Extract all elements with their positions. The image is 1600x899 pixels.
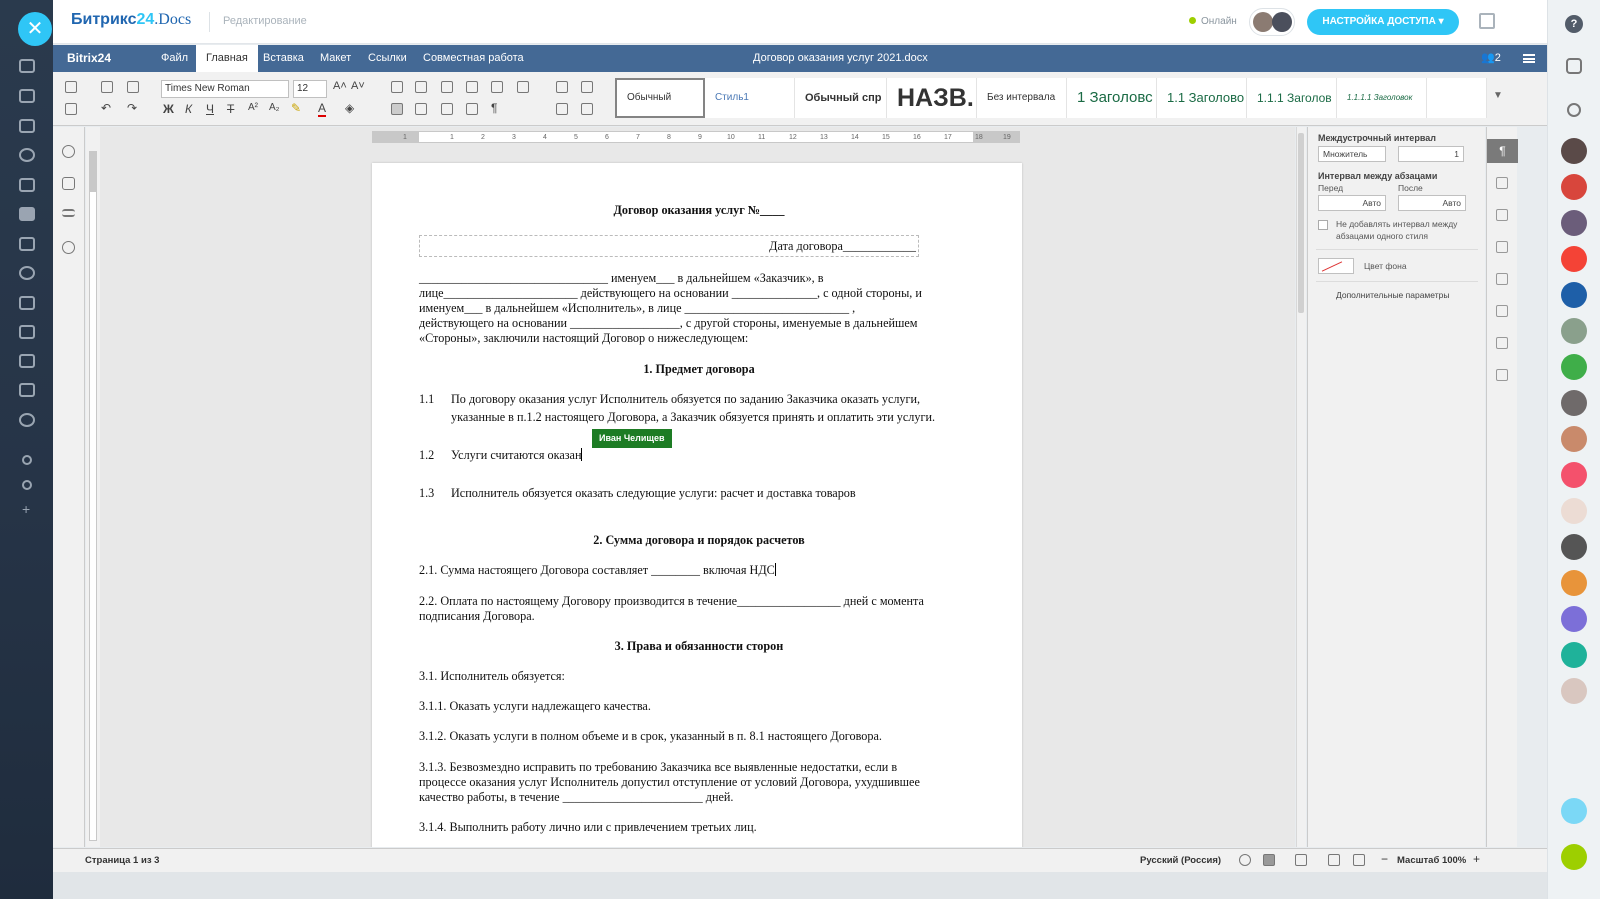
divider <box>209 12 210 32</box>
close-icon[interactable]: ✕ <box>18 12 52 46</box>
textart-settings-icon[interactable] <box>1496 337 1508 349</box>
mail-merge-icon[interactable] <box>1496 369 1508 381</box>
paragraph-settings-panel <box>1307 127 1485 847</box>
brand-suffix: .Docs <box>154 11 192 28</box>
intro-line: «Стороны», заключили настоящий Договор о нижеследующем: <box>419 331 749 345</box>
plus-icon[interactable]: + <box>22 501 31 517</box>
status-bar <box>53 848 1547 872</box>
document-canvas[interactable] <box>100 127 1295 847</box>
menu-home[interactable]: Главная <box>196 45 258 72</box>
line-spacing-icon[interactable] <box>517 81 529 93</box>
indent-icon[interactable] <box>491 81 503 93</box>
ruler-tick: 17 <box>944 134 952 141</box>
menu-insert[interactable]: Вставка <box>263 52 304 64</box>
ruler-tick: 7 <box>636 134 640 141</box>
online-status <box>1189 16 1237 27</box>
structure-icon[interactable] <box>22 455 32 465</box>
line-spacing-value-input[interactable]: 1 <box>1398 146 1464 162</box>
ruler-margin-left <box>373 132 419 142</box>
access-button-label: НАСТРОЙКА ДОСТУПА <box>1322 16 1436 27</box>
page-indicator[interactable]: Страница 1 из 3 <box>85 855 160 866</box>
fit-page-icon[interactable] <box>1328 854 1340 866</box>
ruler-tick: 13 <box>820 134 828 141</box>
background-color-picker[interactable] <box>1318 258 1354 274</box>
horizontal-ruler[interactable] <box>372 131 1020 143</box>
collaborator-cursor-label: Иван Челищев <box>592 429 672 448</box>
style-style1[interactable]: Стиль1 <box>705 78 795 118</box>
intro-line: именуем___ в дальнейшем «Исполнитель», в лице ___________________________ , <box>419 301 856 315</box>
search-icon[interactable] <box>1567 103 1581 117</box>
no-spacing-label: абзацами одного стиля <box>1336 231 1428 241</box>
no-spacing-label: Не добавлять интервал между <box>1336 219 1458 229</box>
save-icon[interactable] <box>65 103 77 115</box>
strikethrough-button[interactable]: Т <box>227 102 235 116</box>
clause-2-2: 2.2. Оплата по настоящему Договору производится в течение_________________ дней с момента <box>419 594 924 608</box>
intro-line: действующего на основании __________________, с другой стороны, именуемые в дальнейшем <box>419 316 918 330</box>
numbered-list-icon[interactable] <box>415 81 427 93</box>
editor-menubar <box>53 45 1547 72</box>
clause-3-1-4: 3.1.4. Выполнить работу лично или с привлечением третьих лиц. <box>419 820 757 834</box>
ruler-tick: 10 <box>727 134 735 141</box>
info-icon[interactable] <box>62 241 75 254</box>
date-text: Дата договора____________ <box>769 239 916 253</box>
line-spacing-type-select[interactable]: Множитель <box>1318 146 1386 162</box>
left-sidebar <box>0 0 53 899</box>
clause-2-1 <box>419 563 979 578</box>
chat-icon[interactable] <box>19 119 35 133</box>
align-center-icon[interactable] <box>415 103 427 115</box>
style-heading4[interactable]: 1.1.1.1 Заголовок <box>1337 78 1427 118</box>
editor-toolbar <box>53 72 1547 126</box>
zoom-out-icon[interactable]: − <box>1381 852 1389 866</box>
navigation-icon[interactable] <box>62 209 75 217</box>
brand-name: Битрикс <box>71 11 137 28</box>
no-spacing-checkbox[interactable] <box>1318 220 1328 230</box>
clause-3-1-3-cont: процессе оказания услуг Исполнитель допустил отступление от условий Договора, ухудшившее <box>419 775 920 789</box>
right-sidebar <box>1547 0 1600 899</box>
document-title-heading: Договор оказания услуг №____ <box>613 203 785 217</box>
clause-3-1-3: 3.1.3. Безвозмездно исправить по требованию Заказчика все выявленные недостатки, если в <box>419 760 898 774</box>
style-title[interactable]: НАЗВ. <box>887 78 977 118</box>
subscript-button[interactable]: A₂ <box>269 102 280 113</box>
documents-icon[interactable] <box>19 207 35 221</box>
ruler-tick: 12 <box>789 134 797 141</box>
hamburger-icon[interactable] <box>1523 54 1535 63</box>
brand-number: 24 <box>136 11 155 28</box>
menu-layout[interactable]: Макет <box>320 52 352 64</box>
avatar[interactable] <box>1561 570 1587 596</box>
undo-icon[interactable]: ↶ <box>101 101 112 115</box>
style-empty[interactable] <box>1427 78 1487 118</box>
avatar[interactable] <box>1561 390 1587 416</box>
chart-settings-icon[interactable] <box>1496 305 1508 317</box>
divider <box>1316 249 1478 250</box>
paste-icon[interactable] <box>127 81 139 93</box>
clause-line: указанные в п.1.2 настоящего Договора, а Заказчик обязуется принять и оплатить эти услуги. <box>451 410 936 424</box>
divider <box>1316 281 1478 282</box>
paragraph-spacing-heading: Интервал между абзацами <box>1318 171 1438 181</box>
ruler-tick: 5 <box>574 134 578 141</box>
avatar <box>1253 12 1273 32</box>
right-tools-panel <box>1486 127 1517 847</box>
multilevel-list-icon[interactable] <box>441 81 453 93</box>
background-color-label: Цвет фона <box>1364 261 1407 271</box>
style-normal[interactable]: Обычный <box>615 78 705 118</box>
feed-icon[interactable] <box>19 59 35 73</box>
access-settings-button[interactable] <box>1307 9 1459 35</box>
clause-line: Исполнитель обязуется оказать следующие услуги: расчет и доставка товаров <box>451 486 856 500</box>
ruler-tick: 2 <box>481 134 485 141</box>
print-icon[interactable] <box>65 81 77 93</box>
menu-file[interactable]: Файл <box>161 52 189 64</box>
intro-line: _______________________________ именуем___ в дальнейшем «Заказчик», в <box>419 271 824 285</box>
zoom-in-icon[interactable]: + <box>1473 852 1481 866</box>
group-icon[interactable] <box>19 148 35 162</box>
line-spacing-heading: Междустрочный интервал <box>1318 133 1436 143</box>
text-cursor <box>775 563 776 576</box>
chevron-down-icon: ▾ <box>1438 16 1444 27</box>
settings-icon[interactable] <box>22 480 32 490</box>
ruler-tick: 3 <box>512 134 516 141</box>
styles-gallery <box>615 78 1495 118</box>
bold-button[interactable]: Ж <box>163 102 174 116</box>
robot-icon[interactable] <box>19 296 35 310</box>
users-count: 2 <box>1494 52 1501 64</box>
clause-number: 1.1 <box>419 392 435 406</box>
decrease-font-icon[interactable]: A˅ <box>351 80 365 92</box>
copy-icon[interactable] <box>101 81 113 93</box>
top-header <box>53 0 1547 44</box>
clear-format-icon[interactable] <box>556 81 568 93</box>
avatar[interactable] <box>1561 498 1587 524</box>
spacing-before-input[interactable]: Авто <box>1318 195 1386 211</box>
collaborators-avatars[interactable] <box>1249 8 1295 36</box>
redo-icon[interactable]: ↷ <box>127 101 138 115</box>
mode-label: Редактирование <box>223 15 307 27</box>
ruler-tick: 9 <box>698 134 702 141</box>
ruler-tick: 1 <box>403 134 407 141</box>
ruler-tick: 11 <box>758 134 766 141</box>
shape-settings-icon[interactable] <box>1496 273 1508 285</box>
ruler-tick: 19 <box>1003 134 1011 141</box>
document-page[interactable] <box>372 163 1022 847</box>
image-settings-icon[interactable] <box>1496 209 1508 221</box>
screen-icon[interactable] <box>1561 642 1587 668</box>
avatar[interactable] <box>1561 318 1587 344</box>
clause-line: По договору оказания услуг Исполнитель обязуется по заданию Заказчика оказать услуги, <box>451 392 921 406</box>
ruler-tick: 15 <box>882 134 890 141</box>
avatar[interactable] <box>1561 174 1587 200</box>
clause-line <box>451 448 981 463</box>
underline-button[interactable]: Ч <box>206 102 214 116</box>
ruler-tick: 1 <box>450 134 454 141</box>
ruler-tick: 14 <box>851 134 859 141</box>
spellcheck-icon[interactable] <box>1263 854 1275 866</box>
avatar[interactable] <box>1561 534 1587 560</box>
brand-logo[interactable] <box>71 11 191 29</box>
style-heading3[interactable]: 1.1.1 Заголов <box>1247 78 1337 118</box>
spacing-after-input[interactable]: Авто <box>1398 195 1466 211</box>
italic-button[interactable]: К <box>185 102 193 116</box>
fit-width-icon[interactable] <box>1353 854 1365 866</box>
clause-number: 1.3 <box>419 486 435 500</box>
paragraph-marks-icon[interactable]: ¶ <box>491 101 498 115</box>
header-footer-icon[interactable] <box>1496 241 1508 253</box>
section-heading: 3. Права и обязанности сторон <box>614 639 784 653</box>
ruler-tick: 4 <box>543 134 547 141</box>
vertical-ruler-track <box>89 151 97 841</box>
menu-references[interactable]: Ссылки <box>368 52 407 64</box>
editor-left-panel <box>53 127 85 847</box>
chevron-down-icon[interactable]: ▼ <box>1493 90 1503 101</box>
ruler-tick: 8 <box>667 134 671 141</box>
section-heading: 2. Сумма договора и порядок расчетов <box>593 533 805 547</box>
superscript-button[interactable]: A² <box>248 102 258 113</box>
clause-3-1-1: 3.1.1. Оказать услуги надлежащего качества. <box>419 699 651 713</box>
calendar-icon[interactable] <box>19 237 35 251</box>
paragraph-settings-icon[interactable]: ¶ <box>1487 139 1518 163</box>
avatar[interactable] <box>1561 678 1587 704</box>
contacts-icon[interactable] <box>19 383 35 397</box>
after-label: После <box>1398 183 1423 193</box>
avatar[interactable] <box>1561 426 1587 452</box>
text-cursor <box>581 448 582 461</box>
zoom-level[interactable]: Масштаб 100% <box>1397 855 1467 866</box>
table-settings-icon[interactable] <box>1496 177 1508 189</box>
bottom-strip <box>53 872 1547 899</box>
style-heading2[interactable]: 1.1 Заголово <box>1157 78 1247 118</box>
store-icon[interactable] <box>19 354 35 368</box>
track-changes-icon[interactable] <box>1295 854 1307 866</box>
clause-3-1-2: 3.1.2. Оказать услуги в полном объеме и в срок, указанный в п. 8.1 настоящего Договора. <box>419 729 882 743</box>
fullscreen-icon[interactable] <box>1479 13 1495 29</box>
check-icon[interactable] <box>19 413 35 427</box>
before-label: Перед <box>1318 183 1344 193</box>
vertical-ruler <box>86 127 100 847</box>
ruler-tick: 16 <box>913 134 921 141</box>
font-size-select[interactable]: 12 <box>293 80 327 98</box>
online-label: Онлайн <box>1201 16 1237 27</box>
bullet-list-icon[interactable] <box>391 81 403 93</box>
video-icon[interactable] <box>1561 462 1587 488</box>
intro-line: лице______________________ действующего на основании ______________, с одной стороны, и <box>419 286 922 300</box>
ruler-tick: 6 <box>605 134 609 141</box>
lock-icon[interactable] <box>1561 246 1587 272</box>
bell-icon[interactable] <box>1566 58 1582 74</box>
fill-icon[interactable]: ◈ <box>345 101 355 115</box>
vertical-scrollbar[interactable] <box>1296 127 1306 847</box>
copy-icon[interactable] <box>1561 798 1587 824</box>
avatar[interactable] <box>1561 210 1587 236</box>
menu-collaboration[interactable]: Совместная работа <box>423 52 524 64</box>
increase-font-icon[interactable]: A˄ <box>333 80 347 92</box>
phone-icon[interactable] <box>1561 844 1587 870</box>
ruler-tick: 18 <box>975 134 983 141</box>
tasks-icon[interactable] <box>19 89 35 103</box>
globe-icon[interactable] <box>1239 854 1251 866</box>
align-left-icon[interactable] <box>391 103 403 115</box>
highlight-icon[interactable]: ✎ <box>291 101 302 115</box>
style-normal-ref[interactable]: Обычный спр <box>795 78 887 118</box>
editor-logo: Bitrix24 <box>67 51 112 65</box>
outdent-icon[interactable] <box>466 81 478 93</box>
megaphone-icon[interactable] <box>1561 354 1587 380</box>
avatar <box>1272 12 1292 32</box>
megaphone-icon[interactable] <box>1561 606 1587 632</box>
section-heading: 1. Предмет договора <box>643 362 755 376</box>
scrollbar-thumb[interactable] <box>1298 133 1304 313</box>
comments-icon[interactable] <box>62 177 75 190</box>
online-dot-icon <box>1189 17 1196 24</box>
clause-3-1-3-cont: качество работы, в течение _______________________ дней. <box>419 790 734 804</box>
avatar[interactable] <box>1561 138 1587 164</box>
search-icon[interactable] <box>62 145 75 158</box>
bitrix24-icon[interactable] <box>1561 282 1587 308</box>
copy-style-icon[interactable] <box>556 103 568 115</box>
clause-text: 2.1. Сумма настоящего Договора составляет ________ включая НДС <box>419 563 775 577</box>
font-color-icon[interactable]: A <box>318 101 327 115</box>
clock-icon[interactable] <box>19 266 35 280</box>
align-justify-icon[interactable] <box>466 103 478 115</box>
clause-2-2-cont: подписания Договора. <box>419 609 535 623</box>
date-field[interactable] <box>419 235 919 257</box>
mail-merge-icon[interactable] <box>581 103 593 115</box>
align-right-icon[interactable] <box>441 103 453 115</box>
style-heading1[interactable]: 1 Заголовс <box>1067 78 1157 118</box>
clause-text: Услуги считаются оказан <box>451 448 582 462</box>
language-selector[interactable]: Русский (Россия) <box>1140 855 1222 866</box>
help-icon[interactable]: ? <box>1565 15 1583 33</box>
filter-icon[interactable] <box>19 325 35 339</box>
font-family-select[interactable]: Times New Roman <box>161 80 289 98</box>
shading-icon[interactable] <box>581 81 593 93</box>
document-title: Договор оказания услуг 2021.docx <box>753 52 928 64</box>
clause-3-1: 3.1. Исполнитель обязуется: <box>419 669 565 683</box>
style-no-spacing[interactable]: Без интервала <box>977 78 1067 118</box>
advanced-settings-link[interactable]: Дополнительные параметры <box>1336 290 1450 300</box>
clause-number: 1.2 <box>419 448 435 462</box>
drive-icon[interactable] <box>19 178 35 192</box>
users-counter[interactable]: 👥2 <box>1481 52 1501 64</box>
